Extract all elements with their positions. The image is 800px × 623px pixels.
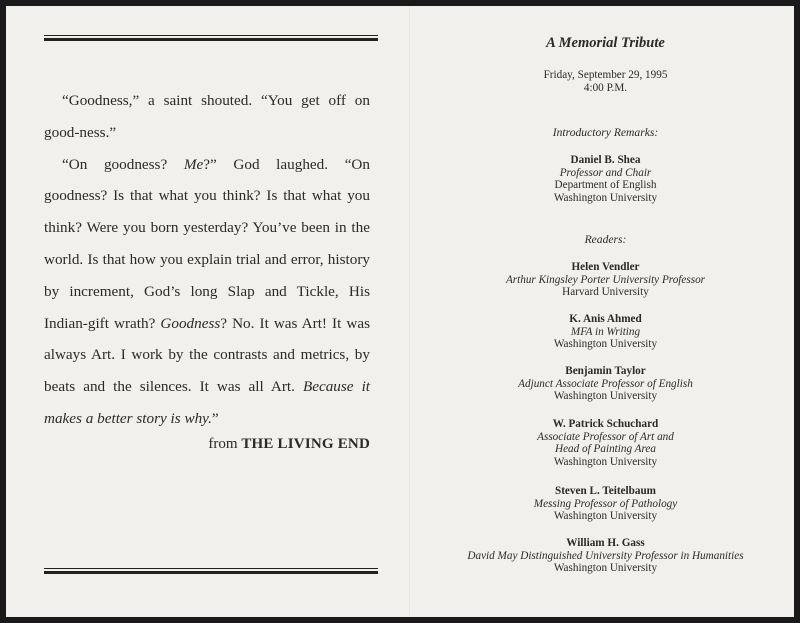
reader-name: William H. Gass <box>566 537 645 549</box>
poem-paragraph-1: “Goodness,” a saint shouted. “You get off on good-ness.” <box>44 92 370 141</box>
poem-paragraph-2: “On goodness? Me?” God laughed. “On goodness? Is that what you think? Is that what you think? Were you born yesterday? You’ve been in the world. Is that how you explain trial and error, history by increment, God’s long Slap and Tickle, His Indian-gift wrath? Goodness? No. It was Art! It was always Art. I work by the contrasts and metrics, by beats and the silences. It was all Art. Because it makes a better story is why.” <box>44 155 371 427</box>
reader-entry <box>411 485 800 523</box>
reader-title: Adjunct Associate Professor of English <box>518 377 693 390</box>
poem-source: from THE LIVING END <box>208 436 370 452</box>
intro-heading: Introductory Remarks: <box>552 126 659 139</box>
reader-title: Messing Professor of Pathology <box>533 497 678 510</box>
event-date: Friday, September 29, 1995 <box>543 69 668 81</box>
reader-name: K. Anis Ahmed <box>569 313 642 325</box>
speaker-affiliation: Washington University <box>553 191 658 204</box>
speaker-department: Department of English <box>554 179 657 192</box>
reader-affiliation: Washington University <box>553 390 658 403</box>
reader-entry <box>411 313 800 351</box>
poem-excerpt <box>44 85 370 435</box>
reader-affiliation: Washington University <box>553 510 658 523</box>
reader-title: Associate Professor of Art and <box>537 430 674 443</box>
program-title: A Memorial Tribute <box>546 35 665 51</box>
page-fold <box>409 6 411 617</box>
reader-title: David May Distinguished University Professor in Humanities <box>467 549 744 562</box>
top-double-rule <box>44 35 378 41</box>
bottom-double-rule <box>44 568 378 574</box>
reader-title: Arthur Kingsley Porter University Professor <box>505 273 706 286</box>
reader-name: Helen Vendler <box>571 261 640 273</box>
reader-affiliation: Harvard University <box>562 286 649 299</box>
reader-name: Benjamin Taylor <box>565 365 646 377</box>
reader-name: Steven L. Teitelbaum <box>554 485 656 497</box>
reader-entry <box>411 418 800 468</box>
event-datetime <box>411 69 800 94</box>
event-time: 4:00 P.M. <box>583 81 628 94</box>
reader-entry <box>411 365 800 403</box>
speaker-role: Professor and Chair <box>559 166 652 179</box>
book-title: THE LIVING END <box>241 436 370 452</box>
intro-speaker <box>411 154 800 204</box>
reader-title-continued: Head of Painting Area <box>555 443 656 456</box>
reader-name: W. Patrick Schuchard <box>552 418 659 430</box>
reader-affiliation: Washington University <box>553 562 658 575</box>
reader-affiliation: Washington University <box>553 338 658 351</box>
speaker-name: Daniel B. Shea <box>570 154 641 166</box>
program-sheet <box>6 6 794 617</box>
reader-entry <box>411 261 800 299</box>
reader-title: MFA in Writing <box>570 325 641 338</box>
reader-entry <box>411 537 800 575</box>
reader-affiliation: Washington University <box>553 455 658 468</box>
readers-heading: Readers: <box>584 233 627 246</box>
